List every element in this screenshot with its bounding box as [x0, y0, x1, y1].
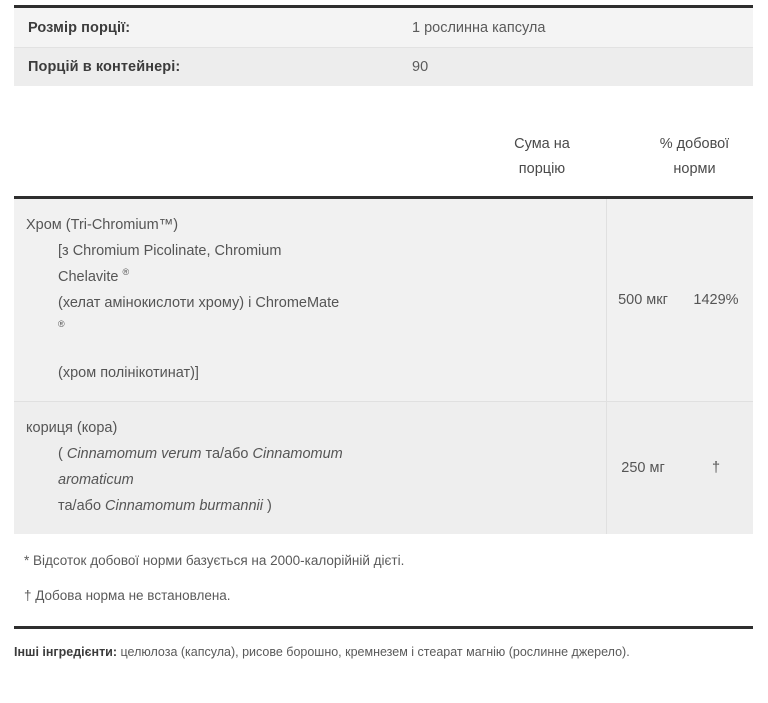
ingredient-detail-line-1: [з Chromium Picolinate, Chromium — [58, 243, 282, 259]
servings-per-container-label: Порцій в контейнері: — [28, 59, 181, 75]
ingredient-title: кориця (кора) — [26, 420, 118, 436]
ingredient-amount-chromium: 500 мкг — [618, 292, 668, 308]
registered-trademark-icon: ® — [122, 267, 130, 278]
species-epithet-aromaticum: aromaticum — [58, 472, 134, 488]
column-header-daily-line1: % добової — [659, 136, 730, 152]
footnotes-section — [14, 536, 753, 629]
species-name-1: Cinnamomum verum — [66, 446, 202, 462]
footnote-daily-value-not-established: † Добова норма не встановлена. — [24, 588, 231, 603]
ingredient-detail-line-3 — [26, 493, 594, 519]
servings-per-container-value: 90 — [412, 59, 429, 75]
column-header-amount-line2: порцію — [518, 161, 566, 177]
ingredient-detail-line-1 — [26, 441, 594, 467]
paren-close: ) — [263, 498, 272, 514]
ingredient-detail-line-2 — [26, 467, 594, 493]
table-row — [14, 8, 753, 47]
ingredient-name-cinnamon — [14, 402, 607, 534]
conjunction-1: та/або — [201, 446, 253, 462]
other-ingredients-text: целюлоза (капсула), рисове борошно, кремнезем і стеарат магнію (рослинне джерело). — [117, 645, 630, 659]
ingredient-daily-value-cinnamon: † — [711, 460, 721, 476]
chromemate-text: (хелат амінокислоти хрому) і ChromeMate — [58, 295, 340, 311]
footnote-daily-value-basis: * Відсоток добової норми базується на 2000-калорійній дієті. — [24, 553, 405, 568]
column-header-daily-line2: норми — [673, 161, 716, 177]
ingredient-detail-line-4: (хром полінікотинат)] — [58, 365, 199, 381]
registered-trademark-icon: ® — [58, 319, 65, 330]
serving-size-label: Розмір порції: — [28, 19, 131, 36]
ingredient-amount-cinnamon: 250 мг — [621, 460, 665, 476]
table-row — [14, 199, 753, 401]
nutrient-table-header — [14, 132, 753, 194]
ingredient-detail-line-2 — [26, 264, 594, 290]
serving-size-value: 1 рослинна капсула — [412, 19, 546, 36]
ingredient-daily-value-chromium: 1429% — [693, 292, 739, 308]
other-ingredients-section — [14, 640, 739, 664]
other-ingredients-label: Інші інгредієнти: — [14, 645, 118, 659]
chelavite-text: Chelavite — [58, 269, 119, 285]
header-spacer — [14, 132, 470, 194]
table-row — [14, 47, 753, 86]
column-header-amount-per-serving — [470, 132, 614, 182]
column-header-daily-value — [622, 132, 767, 182]
species-name-3: Cinnamomum burmannii — [105, 498, 263, 514]
table-row — [14, 401, 753, 534]
nutrient-facts-table — [14, 196, 753, 534]
column-header-amount-line1: Сума на — [514, 136, 570, 152]
serving-info-table — [14, 5, 753, 86]
species-name-2: Cinnamomum — [252, 446, 343, 462]
ingredient-title: Хром (Tri-Chromium™) — [26, 217, 179, 233]
ingredient-name-chromium — [14, 199, 607, 401]
conjunction-2: та/або — [58, 498, 106, 514]
paren-open: ( — [58, 446, 67, 462]
ingredient-detail-line-3 — [26, 290, 594, 342]
